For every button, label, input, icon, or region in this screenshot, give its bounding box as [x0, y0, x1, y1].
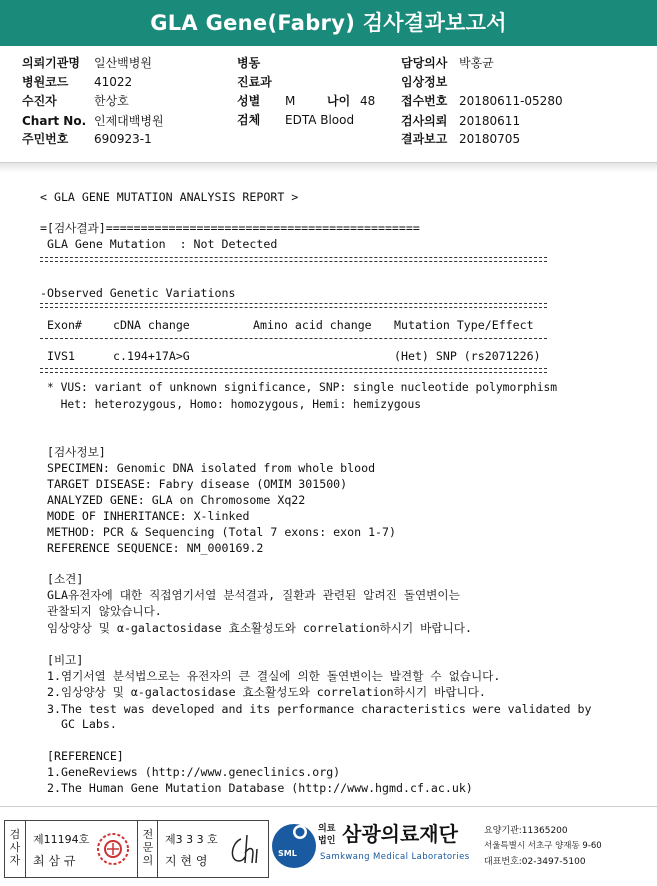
test-info-line: ANALYZED GENE: GLA on Chromosome Xq22	[47, 493, 306, 507]
remarks-line: GC Labs.	[47, 717, 117, 731]
resident-id-label: 주민번호	[22, 132, 69, 146]
report-footer	[0, 812, 657, 886]
request-date-label: 검사의뢰	[401, 114, 448, 128]
footnote-1: * VUS: variant of unknown significance, SNP: single nucleotide polymorphism	[47, 381, 558, 394]
test-info-line: SPECIMEN: Genomic DNA isolated from whole blood	[47, 461, 376, 475]
chart-value: 인제대백병원	[94, 114, 164, 128]
report-main-title: < GLA GENE MUTATION ANALYSIS REPORT >	[40, 190, 299, 204]
age-label: 나이	[327, 94, 351, 108]
remarks-line: 1.염기서열 분석법으로는 유전자의 큰 결실에 의한 돌연변이는 발견할 수 없습니다.	[47, 669, 501, 683]
specialist-name: 지 현 영	[165, 854, 208, 868]
ward-label: 병동	[237, 56, 261, 70]
footnote-2: Het: heterozygous, Homo: homozygous, Hemi: hemizygous	[47, 398, 422, 411]
org-prefix-top: 의료	[318, 824, 336, 834]
org-address: 서울특별시 서초구 양재동 9-60	[484, 841, 602, 851]
sex-value: M	[285, 94, 296, 108]
cell-exon: IVS1	[47, 349, 75, 363]
opinion-line: GLA유전자에 대한 직접염기서열 분석결과, 질환과 관련된 알려진 돌연변이는	[47, 588, 460, 602]
receipt-no-label: 접수번호	[401, 94, 448, 108]
cell-cdna: c.194+17A>G	[113, 349, 190, 363]
test-info-line: TARGET DISEASE: Fabry disease (OMIM 301500)	[47, 477, 348, 491]
clinical-info-label: 임상정보	[401, 75, 448, 89]
table-header-rule	[40, 338, 547, 339]
age-value: 48	[360, 94, 376, 108]
org-prefix-bottom: 법인	[318, 836, 336, 846]
hospital-value: 일산백병원	[94, 56, 152, 70]
test-info-title: [검사정보]	[47, 445, 106, 459]
resident-id-value: 690923-1	[94, 132, 152, 146]
doctor-label: 담당의사	[401, 56, 448, 70]
tester-label: 검 사 자	[9, 828, 21, 867]
result-header: =[검사결과]=============================================	[40, 221, 420, 235]
col-amino: Amino acid change	[253, 318, 372, 332]
specialist-label: 전 문 의	[142, 828, 154, 867]
remarks-line: 2.임상양상 및 α-galactosidase 효소활성도와 correlation하시기 바랍니다.	[47, 685, 486, 699]
result-separator	[40, 257, 547, 262]
info-divider-shadow	[0, 163, 657, 172]
report-title: GLA Gene(Fabry) 검사결과보고서	[150, 11, 507, 35]
code-label: 병원코드	[22, 75, 69, 89]
org-name: 삼광의료재단	[342, 822, 458, 846]
opinion-title: [소견]	[47, 572, 84, 586]
org-phone: 대표번호:02-3497-5100	[484, 857, 586, 867]
test-info-line: MODE OF INHERITANCE: X-linked	[47, 509, 250, 523]
report-date-value: 20180705	[459, 132, 521, 146]
col-cdna: cDNA change	[113, 318, 190, 332]
reference-line: 2.The Human Gene Mutation Database (http://www.hgmd.cf.ac.uk)	[47, 781, 473, 795]
test-info-line: METHOD: PCR & Sequencing (Total 7 exons: exon 1-7)	[47, 525, 397, 539]
opinion-line: 관찰되지 않았습니다.	[47, 604, 162, 618]
chart-label: Chart No.	[22, 114, 87, 128]
specimen-value: EDTA Blood	[285, 113, 355, 127]
remarks-line: 3.The test was developed and its performance characteristics were validated by	[47, 702, 592, 716]
receipt-no-value: 20180611-05280	[459, 94, 563, 108]
signature-icon	[223, 831, 265, 869]
institution-code: 요양기관:11365200	[484, 826, 568, 836]
opinion-line: 임상양상 및 α-galactosidase 효소활성도와 correlation하시기 바랍니다.	[47, 621, 472, 635]
tester-name: 최 삼 규	[33, 854, 76, 868]
patient-info-section	[0, 46, 657, 162]
col-exon: Exon#	[47, 318, 82, 332]
dept-label: 진료과	[237, 75, 272, 89]
sml-logo-icon	[270, 822, 318, 870]
hospital-label: 의뢰기관명	[22, 56, 80, 70]
col-mutation: Mutation Type/Effect	[394, 318, 534, 332]
recipient-label: 수진자	[22, 94, 57, 108]
specimen-label: 검체	[237, 113, 261, 127]
result-line: GLA Gene Mutation : Not Detected	[40, 237, 278, 251]
code-value: 41022	[94, 75, 133, 89]
report-date-label: 결과보고	[401, 132, 448, 146]
tester-license-no: 제11194호	[33, 833, 90, 846]
cell-mutation: (Het) SNP (rs2071226)	[394, 349, 541, 363]
specialist-license-no: 제3 3 3 호	[165, 833, 218, 846]
table-top-rule	[40, 303, 547, 308]
sex-label: 성별	[237, 94, 261, 108]
footer-divider	[0, 806, 657, 807]
reference-title: [REFERENCE]	[47, 749, 124, 763]
org-english-name: Samkwang Medical Laboratories	[320, 852, 470, 862]
report-header	[0, 0, 657, 46]
reference-line: 1.GeneReviews (http://www.geneclinics.org)	[47, 765, 341, 779]
recipient-value: 한상호	[94, 94, 129, 108]
test-info-line: REFERENCE SEQUENCE: NM_000169.2	[47, 541, 264, 555]
table-bottom-rule	[40, 368, 547, 373]
doctor-value: 박홍균	[459, 56, 494, 70]
report-body	[0, 172, 657, 812]
observed-title: -Observed Genetic Variations	[40, 286, 236, 300]
request-date-value: 20180611	[459, 114, 521, 128]
seal-icon	[95, 831, 131, 867]
sml-logo-text: SML	[278, 849, 297, 858]
signature-box	[4, 820, 269, 878]
remarks-title: [비고]	[47, 653, 84, 667]
